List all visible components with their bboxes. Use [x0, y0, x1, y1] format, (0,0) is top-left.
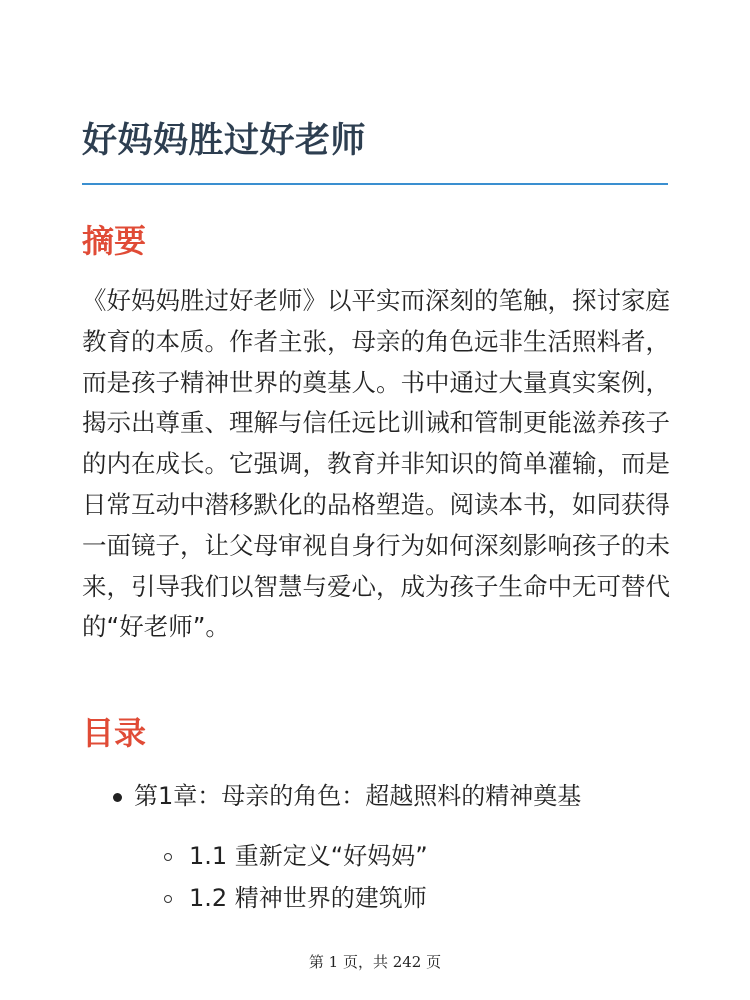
abstract-text: 《好妈妈胜过好老师》以平实而深刻的笔触，探讨家庭教育的本质。作者主张，母亲的角色远非生活照料者，而是孩子精神世界的奠基人。书中通过大量真实案例，揭示出尊重、理解与信任远比训诫和管制更能滋养孩子的内在成长。它强调，教育并非知识的简单灌输，而是日常互动中潜移默化的品格塑造。阅读本书，如同获得一面镜子，让父母审视自身行为如何深刻影响孩子的未来，引导我们以智慧与爱心，成为孩子生命中无可替代的“好老师”。 [82, 286, 670, 642]
bullet-circle-icon [164, 853, 172, 861]
title-divider [82, 183, 668, 185]
bullet-disc-icon [113, 793, 122, 802]
toc-chapter-label[interactable]: 第1章：母亲的角色：超越照料的精神奠基 [134, 782, 582, 810]
document-title: 好妈妈胜过好老师 [82, 121, 367, 161]
toc-section-label[interactable]: 1.1 重新定义“好妈妈” [189, 842, 428, 870]
toc-section-label[interactable]: 1.2 精神世界的建筑师 [189, 884, 427, 912]
abstract-heading: 摘要 [82, 222, 147, 260]
bullet-circle-icon [164, 895, 172, 903]
toc-heading: 目录 [82, 714, 147, 752]
page-number-footer: 第 1 页，共 242 页 [308, 953, 442, 971]
